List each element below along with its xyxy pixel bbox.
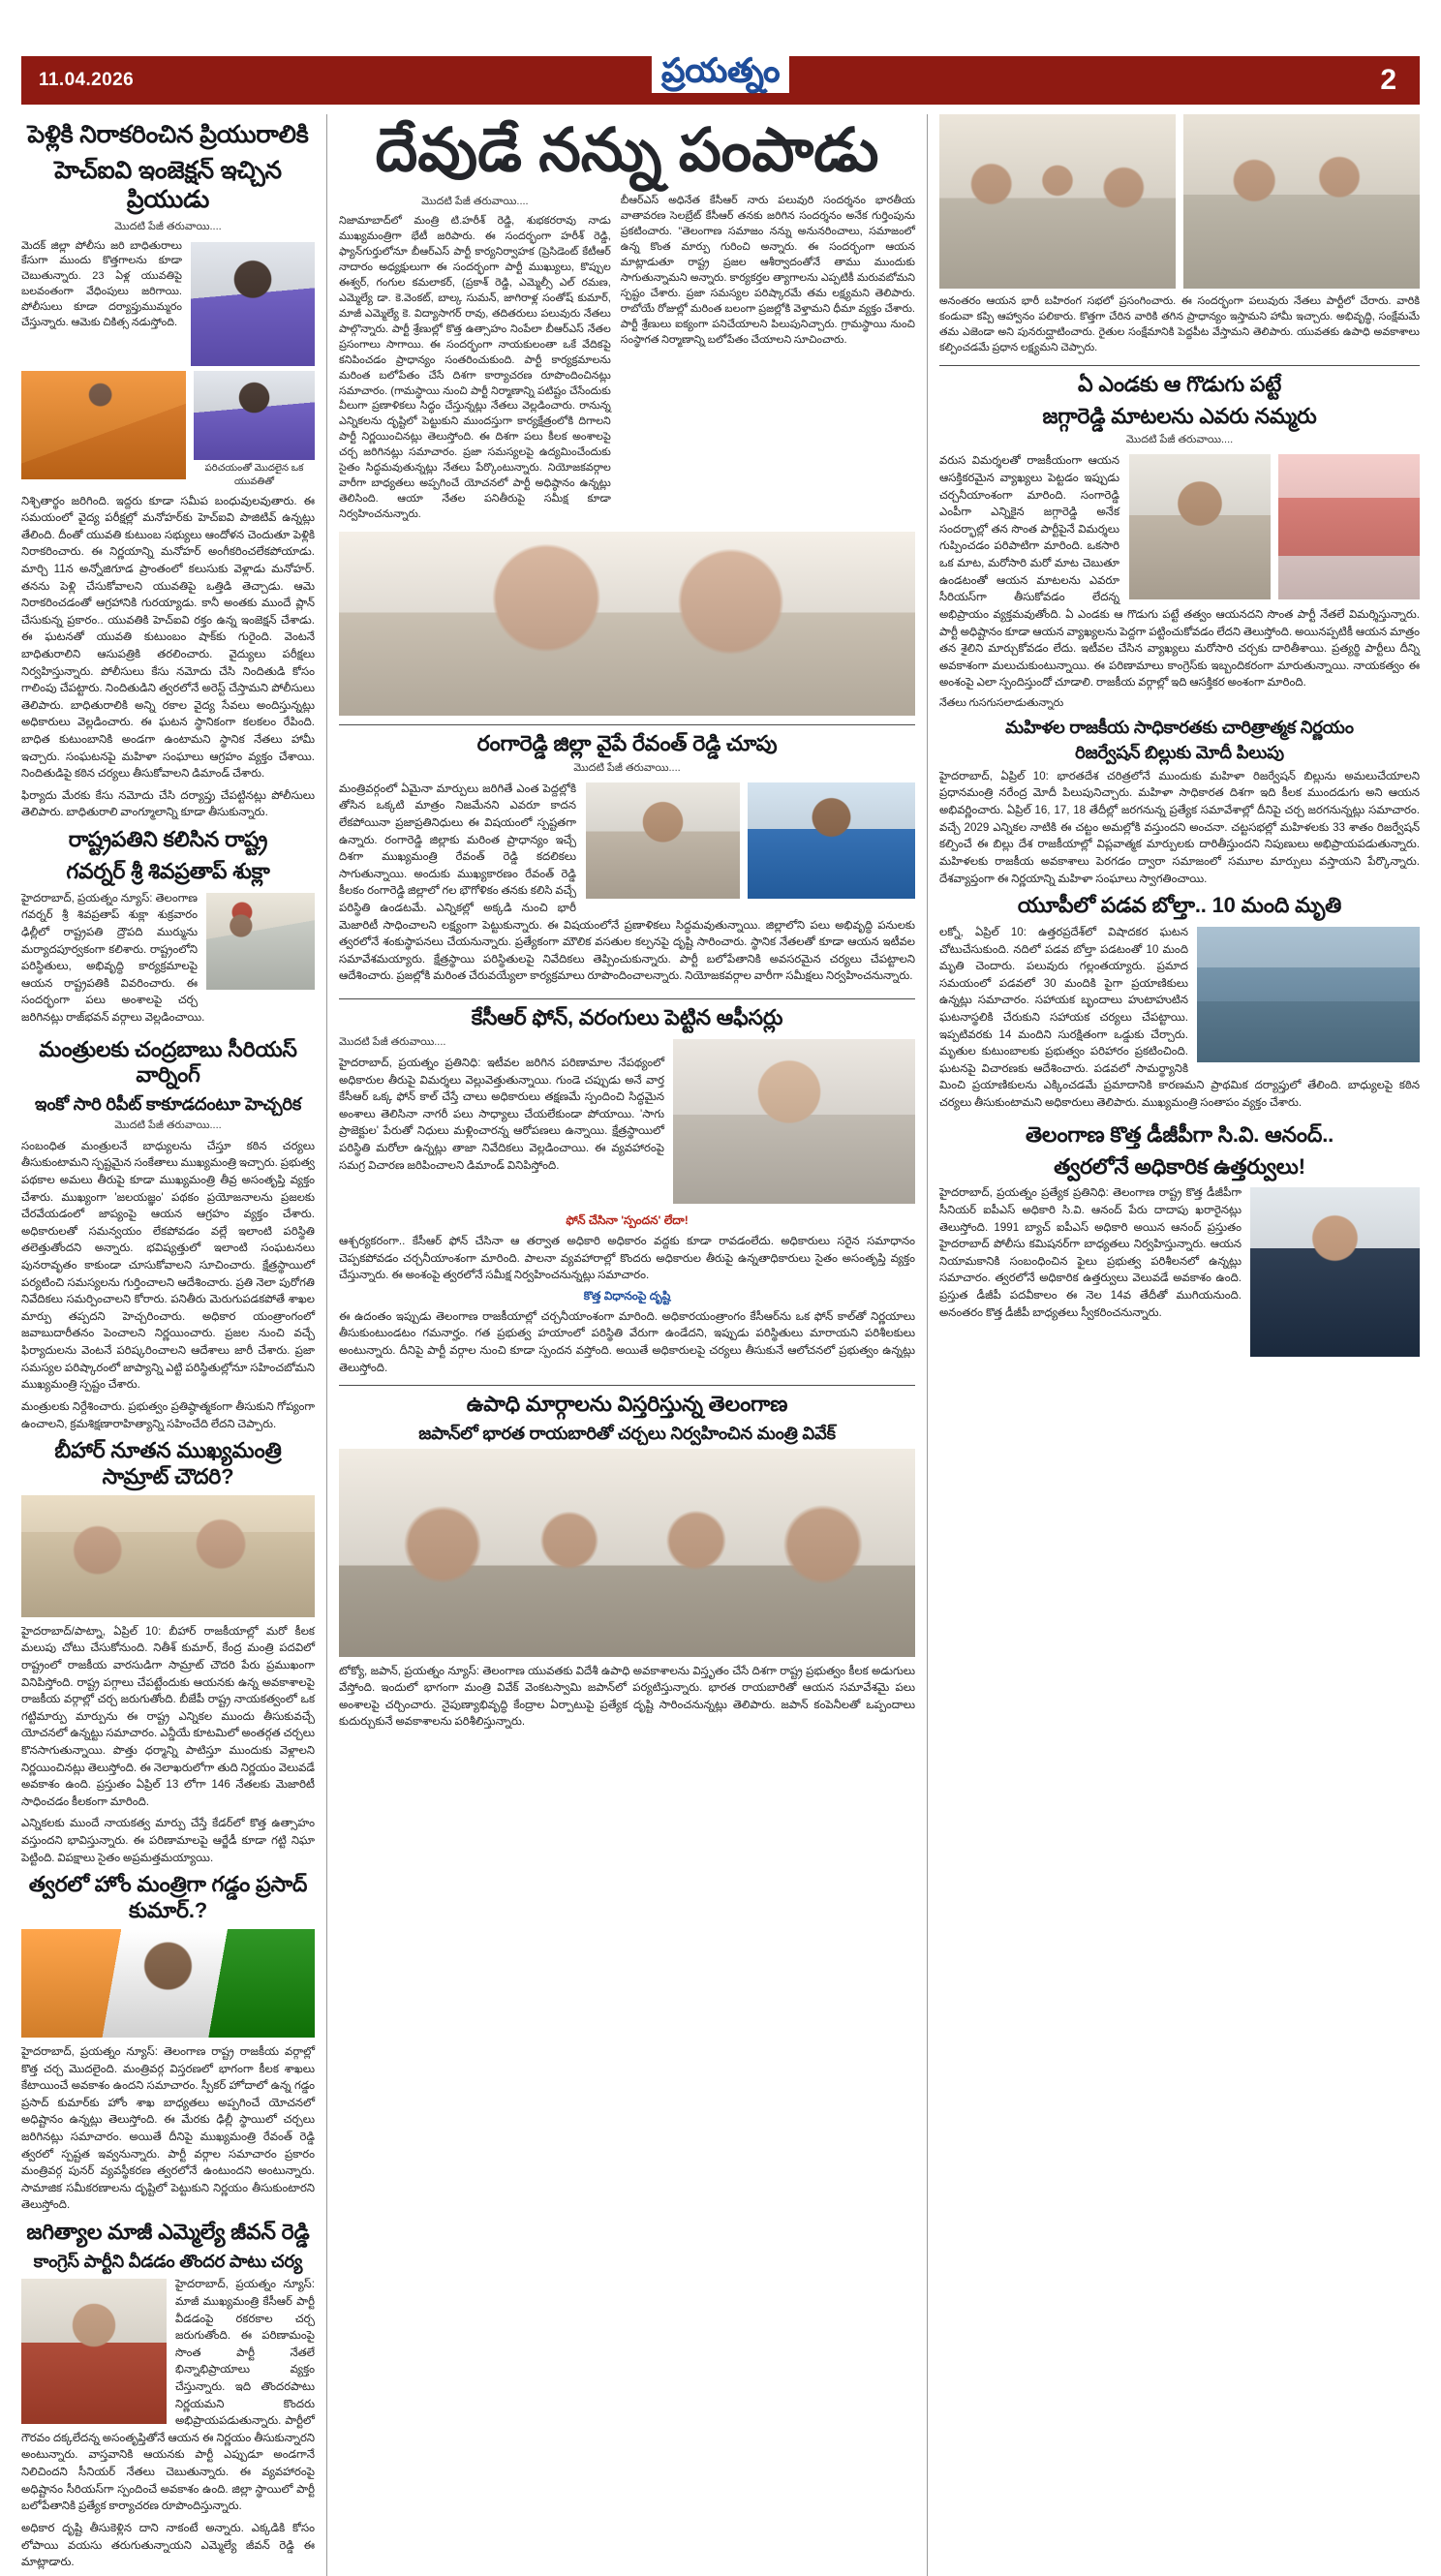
story-intro: మెదక్ జిల్లా పోలీసు జరి బాధితురాలు కేసుగా ముందు కొత్తగాలను కూడా చెబుతున్నారు. 23 ఏళ్ల యువతిపై బలవంతంగా వేధింపులు జరిగాయి. పోలీసులు కూడా దర్యాప్తుముమ్మరం చేస్తున్నారు. ఆమెకు చికిత్స నడుస్తోంది. (21, 239, 182, 329)
story-jagga-reddy (939, 372, 1420, 712)
story-tail: మంత్రులకు నిర్దేశించారు. ప్రభుత్వం ప్రతిష్ఠాత్మకంగా తీసుకుని గోప్యంగా ఉంచాలని, క్రమశిక్షణారాహిత్యాన్ని సహించేది లేదని చెప్పారు. (21, 1399, 315, 1430)
story-body: వరుస విమర్శలతో రాజకీయంగా ఆయన ఆసక్తికరమైన వ్యాఖ్యలు పెట్టడం ఇప్పుడు చర్చనీయాంశంగా మారింది. సంగారెడ్డి ఎంపీగా ఎన్నికైన జగ్గారెడ్డి అనేక సందర్భాల్లో తన సొంత పార్టీపైనే విమర్శలు గుప్పించడం పరిపాటిగా మారింది. ఒకసారి ఒక మాట, మరోసారి మరో మాట చెబుతూ ఉండటంతో ఆయన మాటలను ఎవరూ సీరియస్‌గా తీసుకోవడం లేదన్న అభిప్రాయం వ్యక్తమవుతోంది. ఏ ఎండకు ఆ గొడుగు పట్టే తత్వం ఆయనదని సొంత పార్టీ నేతలే విమర్శిస్తున్నారు. పార్టీ అధిష్టానం కూడా ఆయన వ్యాఖ్యలను పెద్దగా పట్టించుకోవడం లేదని తెలుస్తోంది. అయినప్పటికీ ఆయన మాత్రం తన శైలిని మార్చుకోవడం లేదు. ఇటీవల చేసిన వ్యాఖ్యలు మరోసారి చర్చకు దారితీశాయి. ప్రత్యర్థి పార్టీలు దీన్ని అవకాశంగా మలుచుకుంటున్నాయి. ఈ పరిణామాలు కాంగ్రెస్‌కు ఇబ్బందికరంగా మారుతున్నాయి. నాయకత్వం ఈ అంశంపై ఎలా స్పందిస్తుందో చూడాలి. రాజకీయ వర్గాల్లో ఇది ఆసక్తికర అంశంగా మారింది. (939, 454, 1420, 690)
story-tail: నేతలు గుసగుసలాడుతున్నారు (939, 696, 1064, 709)
subheadline: జపాన్‌లో భారత రాయబారితో చర్చలు నిర్వహించిన మంత్రి వివేక్ (418, 1424, 836, 1443)
photo-boat-rescue (1197, 927, 1420, 1062)
newspaper-page (0, 52, 1441, 2569)
masthead-banner (21, 52, 1420, 105)
story-body: హైదరాబాద్, ప్రయత్నం న్యూస్: తెలంగాణ రాష్ట్ర రాజకీయ వర్గాల్లో కొత్త చర్చ మొదలైంది. మంత్రివర్గ విస్తరణలో భాగంగా కీలక శాఖలు కేటాయించే అవకాశం ఉందని సమాచారం. స్పీకర్ హోదాలో ఉన్న గడ్డం ప్రసాద్ కుమార్‌కు హోం శాఖ బాధ్యతలు అప్పగించే యోచనలో అధిష్టానం ఉన్నట్లు తెలుస్తోంది. ఈ మేరకు ఢిల్లీ స్థాయిలో చర్చలు జరిగినట్లు సమాచారం. అయితే దీనిపై ముఖ్యమంత్రి రేవంత్ రెడ్డి త్వరలో స్పష్టత ఇవ్వనున్నారు. పార్టీ వర్గాల సమాచారం ప్రకారం మంత్రివర్గ పునర్ వ్యవస్థీకరణ త్వరలోనే ఉంటుందని అంటున్నారు. సామాజిక సమీకరణాలను దృష్టిలో పెట్టుకుని నిర్ణయం తీసుకుంటారని తెలుస్తోంది. (21, 2044, 315, 2212)
story-subhead-blue: కొత్త విధానంపై దృష్టి (583, 1288, 671, 1303)
story-body: హైదరాబాద్, ప్రయత్నం ప్రత్యేక ప్రతినిధి: తెలంగాణ రాష్ట్ర కొత్త డీజీపీగా సీనియర్ ఐపీఎస్ అధికారి సి.వి. ఆనంద్ పేరు దాదాపు ఖరారైనట్లు తెలుస్తోంది. 1991 బ్యాచ్ ఐపీఎస్ అధికారి అయిన ఆనంద్ ప్రస్తుతం హైదరాబాద్ పోలీసు కమిషనర్‌గా బాధ్యతలు నిర్వహిస్తున్నారు. ఆయన నియామకానికి సంబంధించిన ఫైలు ప్రభుత్వ పరిశీలనలో ఉన్నట్లు సమాచారం. త్వరలోనే అధికారిక ఉత్తర్వులు వెలువడే అవకాశం ఉంది. ప్రస్తుత డీజీపీ పదవీకాలం ఈ నెల 14వ తేదీతో ముగియనుంది. అనంతరం కొత్త డీజీపీ బాధ్యతలు స్వీకరించనున్నారు. (939, 1186, 1242, 1319)
middle-column (327, 114, 928, 2576)
photo-mother (21, 371, 186, 479)
headline-line-2: గవర్నర్ శ్రీ శివప్రతాప్ శుక్లా (66, 858, 270, 883)
story-chandrababu-warning (21, 1037, 315, 1433)
headline-line-2: త్వరలోనే అధికారిక ఉత్తర్వులు! (1054, 1153, 1305, 1179)
story-kicker: మొదటి పేజీ తరువాయి.... (339, 1035, 446, 1048)
story-kicker: మొదటి పేజీ తరువాయి.... (114, 1119, 222, 1131)
headline: ఉపాధి మార్గాలను విస్తరిస్తున్న తెలంగాణ (466, 1392, 788, 1417)
photo-victim (191, 242, 315, 366)
story-kicker: మొదటి పేజీ తరువాయి.... (421, 196, 529, 208)
headline: బీహార్ నూతన ముఖ్యమంత్రి సామ్రాట్ చౌదరి? (54, 1438, 282, 1488)
headline-line-1: జగిత్యాల మాజీ ఎమ్మెల్యే జీవన్ రెడ్డి (26, 2220, 310, 2245)
photo-revanth-reddy (748, 782, 915, 899)
headline-line-2: కాంగ్రెస్ పార్టీని వీడడం తొందర పాటు చర్య (33, 2251, 303, 2271)
photo-senior-leader (586, 782, 740, 899)
story-body: సంబంధిత మంత్రులనే బాధ్యులను చేస్తూ కఠిన చర్యలు తీసుకుంటామని స్పష్టమైన సంకేతాలు ముఖ్యమంత్రి ఇచ్చారు. ప్రభుత్వ పథకాల అమలు తీరుపై కూడా ముఖ్యమంత్రి తీవ్ర అసంతృప్తి వ్యక్తం చేశారు. ముఖ్యంగా 'జలయజ్ఞం' పథకం ప్రయోజనాలను ప్రజలకు చేరవేయడంలో జాప్యంపై ఆయన ఆగ్రహం వ్యక్తం చేశారు. అధికారులతో సమన్వయం లేకపోవడం వల్లే ఇలాంటి పరిస్థితి తలెత్తుతోందని అన్నారు. భవిష్యత్తులో ఇలాంటి సంఘటనలు పునరావృతం కాకుండా చూసుకోవాలని సూచించారు. క్షేత్రస్థాయిలో పర్యటించి సమస్యలను గుర్తించాలని ఆదేశించారు. ప్రతి నెలా పురోగతి నివేదికలు సమర్పించాలని కోరారు. పనితీరు మెరుగుపడకపోతే శాఖల మార్పు తప్పదని హెచ్చరించారు. అధికార యంత్రాంగంలో జవాబుదారీతనం పెంచాలని నిర్ణయించారు. ప్రజల నుంచి వచ్చే ఫిర్యాదులను వెంటనే పరిష్కరించాలని ఆదేశాలు జారీ చేశారు. ప్రజా సమస్యల పరిష్కారంలో జాప్యాన్ని ఎట్టి పరిస్థితుల్లోనూ సహించబోమని ముఖ్యమంత్రి స్పష్టం చేశారు. (21, 1139, 315, 1392)
lead-col3-body: అనంతరం ఆయన భారీ బహిరంగ సభలో ప్రసంగించారు. ఈ సందర్భంగా పలువురు నేతలు పార్టీలో చేరారు. వారికి కండువా కప్పి ఆహ్వానం పలికారు. కొత్తగా చేరిన వారికి తగిన ప్రాధాన్యం ఇస్తామని హామీ ఇచ్చారు. అభివృద్ధి, సంక్షేమమే తమ ఎజెండా అని పునరుద్ఘాటించారు. రైతుల సంక్షేమానికి పెద్దపీట వేస్తామని తెలిపారు. యువతకు ఉపాధి అవకాశాలు కల్పించడమే ప్రధాన లక్ష్యమని చెప్పారు. (939, 295, 1420, 353)
story-revanth-rangareddy (339, 731, 915, 990)
headline-line-2: హెచ్ఐవి ఇంజెక్షన్ ఇచ్చిన ప్రియుడు (54, 156, 282, 213)
story-governor-president (21, 827, 315, 1031)
headline: యూపీలో పడవ బోల్తా.. 10 మంది మృతి (1017, 893, 1342, 918)
story-tail: ఫిర్యాదు మేరకు కేసు నమోదు చేసి దర్యాప్తు చేపట్టినట్లు పోలీసులు తెలిపారు. బాధితురాలి వాంగ్మూలాన్ని కూడా తీసుకున్నారు. (21, 788, 315, 819)
story-body: టోక్యో, జపాన్, ప్రయత్నం న్యూస్: తెలంగాణ యువతకు విదేశీ ఉపాధి అవకాశాలను విస్తృతం చేసే దిశగా రాష్ట్ర ప్రభుత్వం కీలక అడుగులు వేస్తోంది. ఇందులో భాగంగా మంత్రి వివేక్ వెంకటస్వామి జపాన్‌లో పర్యటిస్తున్నారు. భారత రాయబారితో ఆయన సమావేశమై పలు అంశాలపై చర్చించారు. నైపుణ్యాభివృద్ధి కేంద్రాల ఏర్పాటుపై ప్రత్యేక దృష్టి సారించనున్నట్లు తెలిపారు. జపాన్ కంపెనీలతో ఒప్పందాలు కుదుర్చుకునే అవకాశాలను పరిశీలిస్తున్నారు. (339, 1664, 915, 1729)
story-bihar-cm (21, 1438, 315, 1866)
story-body: మంత్రివర్గంలో ఏమైనా మార్పులు జరిగితే ఎంత పెద్దల్లోకి తోసిన ఒక్కటి మాత్రం నిజమేనని ఎవరూ కాదన లేకపోయినా ప్రజాప్రతినిధులు ఈ విషయంలో స్పష్టతగా ఉన్నారు. రంగారెడ్డి జిల్లాకు మరింత ప్రాధాన్యం ఇచ్చే దిశగా ముఖ్యమంత్రి రేవంత్ రెడ్డి కదలికలు సాగుతున్నాయి. అందుకు ముఖ్యకారణం రేవంత్ రెడ్డి కీలకం రంగారెడ్డి జిల్లాలో గల భౌగోళికం తనకు కలిసి వచ్చే పరిస్థితి ఉండటమే. ఎన్నికల్లో అక్కడి నుంచి భారీ మెజారిటీ సాధించాలని లక్ష్యంగా పెట్టుకున్నారు. ఈ విషయంలోనే ప్రణాళికలు సిద్ధమవుతున్నాయి. జిల్లాలోని పలు అభివృద్ధి పనులకు త్వరలోనే శంకుస్థాపనలు చేయనున్నారు. ప్రత్యేకంగా మౌలిక వసతుల కల్పనపై దృష్టి సారించారు. స్థానిక నేతలతో కూడా ఆయన ఇటీవల సమావేశమయ్యారు. క్షేత్రస్థాయి పరిస్థితులపై నివేదికలు తెప్పించుకున్నారు. పార్టీ బలోపేతానికి అవసరమైన చర్యలు చేపట్టాలని ఆదేశించారు. ప్రజల్లోకి మరింత చేరువయ్యేలా కార్యక్రమాలు రూపొందించాలన్నారు. నియోజకవర్గాల వారీగా సమీక్షలు నిర్వహించనున్నారు. (339, 782, 915, 983)
photo-prasad-kumar (21, 1929, 315, 2038)
section-divider (339, 998, 915, 999)
headline-line-1: ఏ ఎండకు ఆ గొడుగు పట్టే (1077, 371, 1282, 396)
newspaper-logo: ప్రయత్నం (652, 52, 789, 93)
photo-kcr-felicitation (339, 532, 915, 716)
photo-caption: పరిచయంతో మొదలైన ఒక యువతితో (204, 462, 304, 487)
main-headline: దేవుడే నన్ను పంపాడు (375, 117, 879, 184)
photo-kcr-on-phone (673, 1039, 915, 1204)
story-tail: ఎన్నికలకు ముందే నాయకత్వ మార్పు చేస్తే కేడర్‌లో కొత్త ఉత్సాహం వస్తుందని భావిస్తున్నారు. ఈ పరిణామాలపై ఆర్జేడీ కూడా గట్టి నిఘా పెట్టింది. విపక్షాలు సైతం అప్రమత్తమయ్యాయి. (21, 1817, 315, 1864)
story-up-boat-capsize (939, 893, 1420, 1117)
headline-line-1: తెలంగాణ కొత్త డీజీపీగా సి.వి. ఆనంద్.. (1025, 1121, 1334, 1147)
section-divider (939, 365, 1420, 366)
story-women-reservation (939, 717, 1420, 887)
photo-brs-poster (1278, 454, 1420, 599)
photo-jagga-reddy (1129, 454, 1271, 599)
headline-line-2: ఇంకో సారి రిపీట్ కాకూడదంటూ హెచ్చరిక (34, 1094, 302, 1115)
photo-bihar-leaders (21, 1495, 315, 1617)
section-divider (339, 724, 915, 725)
headline-line-2: జగ్గారెడ్డి మాటలను ఎవరు నమ్మరు (1042, 403, 1317, 428)
section-divider (339, 1385, 915, 1386)
story-body: హైదరాబాద్/పాట్నా, ఏప్రిల్ 10: బీహార్ రాజకీయాల్లో మరో కీలక మలుపు చోటు చేసుకోనుంది. నితీశ్ కుమార్, కేంద్ర మంత్రి పదవిలో రాష్ట్రంలో రాజకీయ వారసుడిగా సామ్రాట్ చౌదరి పేరు ప్రముఖంగా వినిపిస్తోంది. రాష్ట్ర పగ్గాలు చేపట్టేందుకు ఆయనకు ఉన్న అవకాశాలపై రాజకీయ వర్గాల్లో చర్చ జరుగుతోంది. బీజేపీ రాష్ట్ర నాయకత్వంలో ఒక గట్టిమార్పు మార్పును ఈ రాష్ట్ర ఎన్నికల ముందు తీసుకువచ్చే యోచనలో ఉన్నట్టు సమాచారం. ఎన్డీయే కూటమిలో అంతర్గత చర్చలు కొనసాగుతున్నాయి. పొత్తు ధర్మాన్ని పాటిస్తూ ముందుకు వెళ్లాలని నిర్ణయించినట్లు తెలుస్తోంది. ఈ నెలాఖరులోగా తుది నిర్ణయం వెలువడే అవకాశం ఉంది. ప్రస్తుతం ఏప్రిల్ 13 లోగా 146 నేతలకు మెజారిటీ సాధించడం కీలకంగా మారింది. (21, 1624, 315, 1808)
headline-line-1: మంత్రులకు చంద్రబాబు సీరియస్ వార్నింగ్ (39, 1036, 297, 1088)
story-body: హైదరాబాద్, ప్రయత్నం న్యూస్: మాజీ ముఖ్యమంత్రి కేసీఆర్ పార్టీ వీడడంపై రకరకాల చర్చ జరుగుతోంది. ఈ పరిణామంపై సొంత పార్టీ నేతలే భిన్నాభిప్రాయాలు వ్యక్తం చేస్తున్నారు. ఇది తొందరపాటు నిర్ణయమని కొందరు అభిప్రాయపడుతున్నారు. పార్టీలో గౌరవం దక్కలేదన్న అసంతృప్తితోనే ఆయన ఈ నిర్ణయం తీసుకున్నారని అంటున్నారు. వాస్తవానికి ఆయనకు పార్టీ ఎప్పుడూ అండగానే నిలిచిందని సీనియర్ నేతలు చెబుతున్నారు. ఈ వ్యవహారంపై అధిష్టానం సీరియస్‌గా స్పందించే అవకాశం ఉంది. జిల్లా స్థాయిలో పార్టీ బలోపేతానికి ప్రత్యేక కార్యాచరణ రూపొందిస్తున్నారు. (21, 2278, 315, 2513)
lead-story-god-sent-me (339, 118, 915, 716)
headline: రంగారెడ్డి జిల్లా వైపే రేవంత్ రెడ్డి చూపు (476, 730, 778, 755)
photo-felicitation-1 (939, 114, 1176, 289)
story-subhead-red: ఫోన్ చేసినా 'స్పందన' లేదా! (566, 1212, 689, 1227)
headline-line-1: మహిళల రాజకీయ సాధికారతకు చారిత్రాత్మక నిర్ణయం (1005, 717, 1354, 737)
story-body: హైదరాబాద్, ప్రయత్నం న్యూస్: తెలంగాణ గవర్నర్ శ్రీ శివప్రతాప్ శుక్లా శుక్రవారం ఢిల్లీలో రాష్ట్రపతి ద్రౌపది ముర్మును మర్యాదపూర్వకంగా కలిశారు. రాష్ట్రంలోని పరిస్థితులు, అభివృద్ధి కార్యక్రమాలపై ఆయన రాష్ట్రపతికి వివరించారు. ఈ సందర్భంగా పలు అంశాలపై చర్చ జరిగినట్లు రాజ్‌భవన్ వర్గాలు వెల్లడించాయి. (21, 891, 205, 1024)
story-new-dgp (939, 1122, 1420, 1363)
story-body: నిశ్చితార్థం జరిగింది. ఇద్దరు కూడా సమీప బంధువులవుతారు. ఈ సమయంలో వైద్య పరీక్షల్లో మనోహర్‌కు హెచ్ఐవి పాజిటివ్ ఉన్నట్లు తేలింది. దీంతో యువతి కుటుంబ సభ్యులు ఆందోళన చెందుతూ పెళ్లికి నిరాకరించారు. ఈ నిర్ణయాన్ని మనోహర్ అంగీకరించలేకపోయాడు. మార్చి 11న అన్నోజిగూడ ప్రాంతంలో కలుసుకు వెళ్లాడు మనోహర్. తనను పెళ్లి చేసుకోవాలని యువతిపై ఒత్తిడి తెచ్చాడు. ఆమె నిరాకరించడంతో ఆగ్రహానికి గురయ్యాడు. కానీ అంతకు ముందే ప్లాన్ చేసుకున్న ప్రకారం.. యువతికి హెచ్ఐవి రక్తం ఉన్న ఇంజెక్షన్ చేశాడు. ఈ ఘటనతో యువతి కుటుంబం షాక్‌కు గురైంది. వెంటనే బాధితురాలిని ఆసుపత్రికి తరలించారు. వైద్యులు పరీక్షలు నిర్వహిస్తున్నారు. పోలీసులు కేసు నమోదు చేసి నిందితుడి కోసం గాలింపు చేపట్టారు. నిందితుడిని త్వరలోనే అరెస్ట్ చేస్తామని పోలీసులు తెలిపారు. బాధితురాలికి అన్ని రకాల వైద్య సేవలు అందిస్తున్నట్లు అధికారులు వెల్లడించారు. ఈ ఘటన స్థానికంగా కలకలం రేపింది. బాధిత కుటుంబానికి అండగా ఉంటామని స్థానిక నేతలు హామీ ఇచ్చారు. సంఘటనపై మహిళా సంఘాలు ఆగ్రహం వ్యక్తం చేశాయి. నిందితుడిపై కఠిన చర్యలు తీసుకోవాలని డిమాండ్ చేశారు. (21, 494, 315, 781)
story-tail: అధికార దృష్టి తీసుకెళ్లిన దాని నాకంటే అన్నారు. ఎక్కడికి కోసం లోపాయి వయసు తరుగుతున్నాయని ఎమ్మెల్యే జీవన్ రెడ్డి ఈ మాట్లాడారు. (21, 2521, 315, 2569)
story-body-2: ఆశ్చర్యకరంగా.. కేసీఆర్ ఫోన్ చేసినా ఆ తర్వాత అధికారి అధికారం వద్దకు కూడా రావడంలేదు. అధికారులు సరైన సమాధానం చెప్పకపోవడం చర్చనీయాంశంగా మారింది. పాలనా వ్యవహారాల్లో కొందరు అధికారుల తీరుపై ఉన్నతాధికారులు సైతం అసంతృప్తి వ్యక్తం చేస్తున్నారు. ఈ అంశంపై త్వరలోనే సమీక్ష నిర్వహించనున్నట్లు సమాచారం. (339, 1234, 915, 1282)
photo-cv-anand (1250, 1187, 1420, 1357)
headline-line-1: పెళ్లికి నిరాకరించిన ప్రియురాలికి (27, 121, 309, 148)
story-body: హైదరాబాద్, ఏప్రిల్ 10: భారతదేశ చరిత్రలోనే ముందుకు మహిళా రిజర్వేషన్ బిల్లును అమలుచేయాలని ప్రధానమంత్రి నరేంద్ర మోదీ పిలుపునిచ్చారు. మహిళా సాధికారత దిశగా ఇది కీలక ముందడుగు అని ఆయన అభివర్ణించారు. ఏప్రిల్ 16, 17, 18 తేదీల్లో జరగనున్న ప్రత్యేక సమావేశాల్లో దీనిపై చర్చ జరగనున్నట్లు సమాచారం. వచ్చే 2029 ఎన్నికల నాటికి ఈ చట్టం అమల్లోకి వస్తుందని అంచనా. చట్టసభల్లో మహిళలకు 33 శాతం రిజర్వేషన్ కల్పించే ఈ బిల్లు దేశ రాజకీయాల్లో విప్లవాత్మక మార్పులకు దారితీస్తుందని నిపుణులు అభిప్రాయపడుతున్నారు. మహిళలకు రాజకీయ అవకాశాలు పెరగడం ద్వారా సమాజంలో సమూల మార్పులు వస్తాయని పేర్కొన్నారు. దేశవ్యాప్తంగా ఈ నిర్ణయాన్ని మహిళా సంఘాలు స్వాగతించాయి. (939, 769, 1420, 885)
headline-line-1: రాష్ట్రపతిని కలిసిన రాష్ట్ర (68, 827, 268, 852)
photo-accused (194, 371, 315, 460)
story-kcr-phone-officers (339, 1005, 915, 1376)
photo-japan-meeting (339, 1449, 915, 1657)
story-home-minister (21, 1872, 315, 2214)
story-body: హైదరాబాద్, ప్రయత్నం ప్రతినిధి: ఇటీవల జరిగిన పరిణామాల నేపథ్యంలో అధికారుల తీరుపై విమర్శలు వెల్లువెత్తుతున్నాయి. గుండె చప్పుడు అనే వార్త కేసీఆర్ ఒక్క ఫోన్ కాల్ చేస్తే చాలు అధికారులు తక్షణమే స్పందించి సిద్ధమైన అంశాలు తెలిసినా నాగరీ పలు సాధ్యాలు చేయలేకుండా పోయాయి. 'సాగు ప్రాజెక్టుల' పేరుతో నిధులు మళ్లించారన్న ఆరోపణలు ఉన్నాయి. క్షేత్రస్థాయిలో పరిస్థితి మరోలా ఉన్నట్లు తాజా నివేదికలు వెల్లడించాయి. ఈ వ్యవహారంపై సమగ్ర విచారణ జరిపించాలని డిమాండ్ వినిపిస్తోంది. (339, 1056, 664, 1172)
left-column (21, 114, 327, 2576)
lead-col1-body: నిజామాబాద్‌లో మంత్రి టి.హరీశ్ రెడ్డి, శుభకరరావు నాడు ముఖ్యమంత్రిగా భేటీ జరిపారు. ఈ సందర్భంగా హరీశ్ రెడ్డి, ఫ్యాన్‌గుర్తులోనూ బీఆర్ఎస్ పార్టీ కార్యనిర్వాహక (ప్రెసిడెంట్ కేటీఆర్ నాదారం అధ్యక్షులుగా ఈ సందర్భంగా పార్టీ ముఖ్యులు, కొప్పుల ఈశ్వర్, గంగుల కమలాకర్, (ప్రకాశ్ రెడ్డి, ఎమ్మెల్సీ ఎల్ రమణ, ఎమ్మెల్యే డా. కె.వెంకట్, బాల్క సుమన్, జాగిరాళ్ల సంతోష్ కుమార్, మాజీ ఎమ్మెల్యే కె. విద్యాసాగర్ రావు, తదితరులు పలువురు నేతలు పాల్గొన్నారు. పార్టీ శ్రేణుల్లో కొత్త ఉత్సాహం నింపేలా బీఆర్ఎస్ నేతల ప్రసంగాలు సాగాయి. ఈ సందర్భంగా నాయకులంతా ఒకే వేదికపై కనిపించడం ప్రాధాన్యం సంతరించుకుంది. పార్టీ కార్యక్రమాలను మరింత బలోపేతం చేసే దిశగా కార్యాచరణ రూపొందించినట్లు సమాచారం. (గామస్థాయి నుంచి పార్టీ నిర్మాణాన్ని పటిష్టం చేసేందుకు వీలుగా ప్రణాళికలు సిద్ధం చేస్తున్నట్లు నేతలు వెల్లడించారు. రానున్న ఎన్నికలను దృష్టిలో పెట్టుకుని ముందస్తుగా కార్యక్షేత్రంలోకి దిగాలని పార్టీ నిర్ణయించినట్లు తెలుస్తోంది. ఈ దిశగా పలు కీలక అంశాలపై చర్చ జరిగినట్లు సమాచారం. ప్రజా సమస్యలపై ఉద్యమించేందుకు సైతం సిద్ధమవుతున్నట్లు నేతలు పేర్కొంటున్నారు. నియోజకవర్గాల వారీగా బాధ్యతలు అప్పగించే యోచనలో పార్టీ అధిష్ఠానం ఉన్నట్లు తెలిసింది. ఆయా నేతల పనితీరుపై సమీక్ష కూడా నిర్వహించనున్నారు. (339, 215, 611, 520)
publication-date: 11.04.2026 (39, 70, 135, 90)
story-kicker: మొదటి పేజీ తరువాయి.... (1125, 434, 1234, 446)
story-body-3: ఈ ఉదంతం ఇప్పుడు తెలంగాణ రాజకీయాల్లో చర్చనీయాంశంగా మారింది. అధికారయంత్రాంగం కేసీఆర్‌ను ఒక ఫోన్ కాల్‌తో నిర్ణయాలు తీసుకుంటుండటం గమనార్హం. గత ప్రభుత్వ హయాంలో పరిస్థితి వేరుగా ఉండేదని, ఇప్పుడు పరిస్థితులు మారాయని పరిశీలకులు అంటున్నారు. దీనిపై పార్టీ వర్గాల నుంచి కూడా స్పందన వస్తోంది. అయితే అధికారులపై చర్యలు తీసుకునే ఆలోచనలో ప్రభుత్వం ఉన్నట్లు తెలుస్తోంది. (339, 1309, 915, 1374)
page-number: 2 (1380, 64, 1396, 96)
photo-jeevan-reddy (21, 2279, 167, 2424)
story-body: లక్నో, ఏప్రిల్ 10: ఉత్తరప్రదేశ్‌లో విషాదకర ఘటన చోటుచేసుకుంది. నదిలో పడవ బోల్తా పడటంతో 10 మంది మృతి చెందారు. పలువురు గల్లంతయ్యారు. ప్రమాద సమయంలో పడవలో 30 మందికి పైగా ప్రయాణికులు ఉన్నట్లు సమాచారం. సహాయక బృందాలు హుటాహుటిన ఘటనాస్థలికి చేరుకుని సహాయక చర్యలు చేపట్టాయి. ఇప్పటివరకు 14 మందిని సురక్షితంగా ఒడ్డుకు చేర్చారు. మృతుల కుటుంబాలకు ప్రభుత్వం పరిహారం ప్రకటించింది. ఘటనపై విచారణకు ఆదేశించారు. పడవలో సామర్థ్యానికి మించి ప్రయాణికులను ఎక్కించడమే ప్రమాదానికి కారణమని ప్రాథమిక దర్యాప్తులో తేలింది. బాధ్యులపై కఠిన చర్యలు తీసుకుంటామని అధికారులు తెలిపారు. ముఖ్యమంత్రి సంతాపం వ్యక్తం చేశారు. (939, 925, 1420, 1110)
photo-governor (206, 893, 315, 990)
story-kicker: మొదటి పేజీ తరువాయి.... (114, 220, 222, 232)
lead-col2-body: బీఆర్ఎస్ అధినేత కేసీఆర్ నారు పలువురి సందర్శనం భారతీయ వాతావరణ సెలబ్రేట్ కేసీఆర్ తనకు జరిగిన సందర్శనం అనేక గుర్తింపును ప్రకటించారు. "తెలంగాణ సమాజం నన్ను అనునరించాలు, సమాజంలో ఉన్న కొంత మార్పు గురించి అన్నారు. ఈ సందర్భంగా ఆయన మాట్లాడుతూ రాష్ట్ర ప్రజల ఆశీర్వాదంతోనే తాము ముందుకు సాగుతున్నామని అన్నారు. కార్యకర్తల త్యాగాలను ఎప్పటికీ మరువబోమని స్పష్టం చేశారు. ప్రజా సమస్యల పరిష్కారమే తమ లక్ష్యమని తెలిపారు. రాబోయే రోజుల్లో మరింత బలంగా ప్రజల్లోకి వెళ్తామని ధీమా వ్యక్తం చేశారు. పార్టీ శ్రేణులు ఐక్యంగా పనిచేయాలని పిలుపునిచ్చారు. గ్రామస్థాయి నుంచి సంస్థాగత నిర్మాణాన్ని బలోపేతం చేయాలని సూచించారు. (620, 195, 915, 346)
story-kicker: మొదటి పేజీ తరువాయి.... (573, 761, 681, 774)
story-hiv-injection (21, 120, 315, 821)
headline-line-2: రిజర్వేషన్ బిల్లుకు మోదీ పిలుపు (1075, 743, 1284, 763)
story-jeevan-reddy (21, 2220, 315, 2571)
photo-felicitation-2 (1183, 114, 1420, 289)
headline: కేసీఆర్ ఫోన్, వరంగులు పెట్టిన ఆఫీసర్లు (471, 1005, 783, 1030)
story-employment-japan (339, 1392, 915, 1731)
right-column (928, 114, 1420, 2576)
headline: త్వరలో హోం మంత్రిగా గడ్డం ప్రసాద్ కుమార్.? (28, 1872, 308, 1923)
page-grid (21, 114, 1420, 2576)
